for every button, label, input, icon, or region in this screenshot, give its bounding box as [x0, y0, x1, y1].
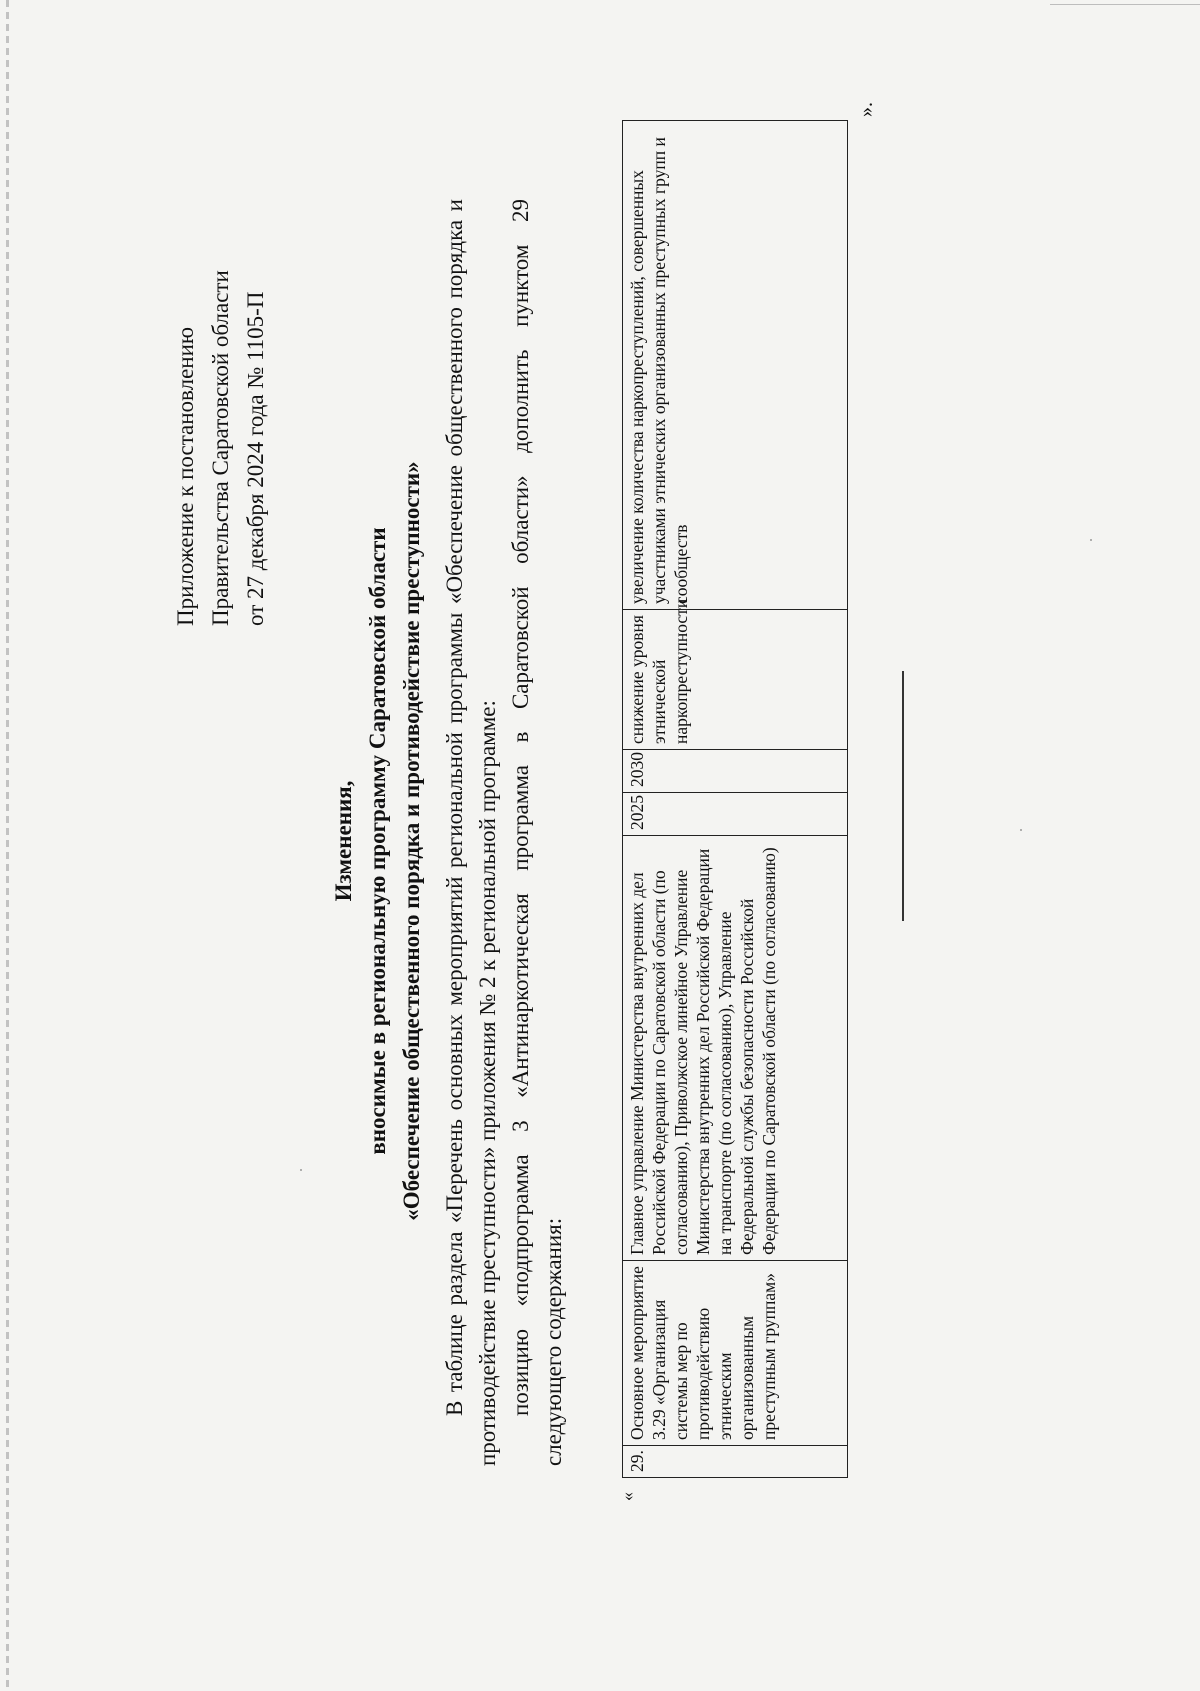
title-line-3: «Обеспечение общественного порядка и противодействие преступности»: [399, 461, 424, 1221]
appendix-block: [168, 270, 273, 626]
title-line-2: вносимые в региональную программу Саратовской области: [365, 527, 390, 1155]
program-table: [622, 120, 848, 1478]
scan-speck: [1020, 829, 1022, 831]
table-close-quote: ».: [855, 102, 877, 117]
appendix-line-3: от 27 декабря 2024 года № 1105-П: [243, 291, 268, 626]
cell-end-year: 2030: [623, 750, 848, 793]
document-body: [438, 199, 570, 1466]
cell-consequences: увеличение количества наркопреступлений, совершенных участниками этнических организованных преступных групп и сообществ: [623, 121, 848, 610]
scan-speck: [1090, 539, 1092, 541]
table-row: [623, 121, 848, 1478]
end-separator-line: [902, 671, 904, 921]
cell-executors: Главное управление Министерства внутренних дел Российской Федерации по Саратовской области (по согласованию), Приволжское линейное Управление Министерства внутренних дел Российской Федерации на транспорте (по согласованию), Управление Федеральной службы безопасности Российской Федерации по Саратовской области (по согласованию): [623, 836, 848, 1261]
appendix-line-1: Приложение к постановлению: [173, 326, 198, 626]
body-paragraph-1: В таблице раздела «Перечень основных мероприятий региональной программы «Обеспечение общественного порядка и противодействие преступности» приложения № 2 к региональной программе:: [442, 199, 500, 1466]
table-open-quote: «: [617, 1492, 637, 1501]
cell-expected-result: снижение уровня этнической наркопреступности: [623, 610, 848, 750]
cell-start-year: 2025: [623, 793, 848, 836]
appendix-line-2: Правительства Саратовской области: [208, 270, 233, 626]
cell-activity-name: Основное мероприятие 3.29 «Организация системы мер по противодействию этническим организованным преступным группам»: [623, 1261, 848, 1446]
body-paragraph-2-line-2: следующего содержания:: [541, 1217, 566, 1466]
document-title: [327, 291, 429, 1391]
cell-row-number: 29.: [623, 1446, 848, 1478]
title-line-1: Изменения,: [331, 780, 356, 902]
scan-speck: [300, 1169, 302, 1171]
body-paragraph-2-line-1: позицию «подпрограмма 3 «Антинаркотическая программа в Саратовской области» дополнить пунктом 29: [508, 199, 533, 1416]
